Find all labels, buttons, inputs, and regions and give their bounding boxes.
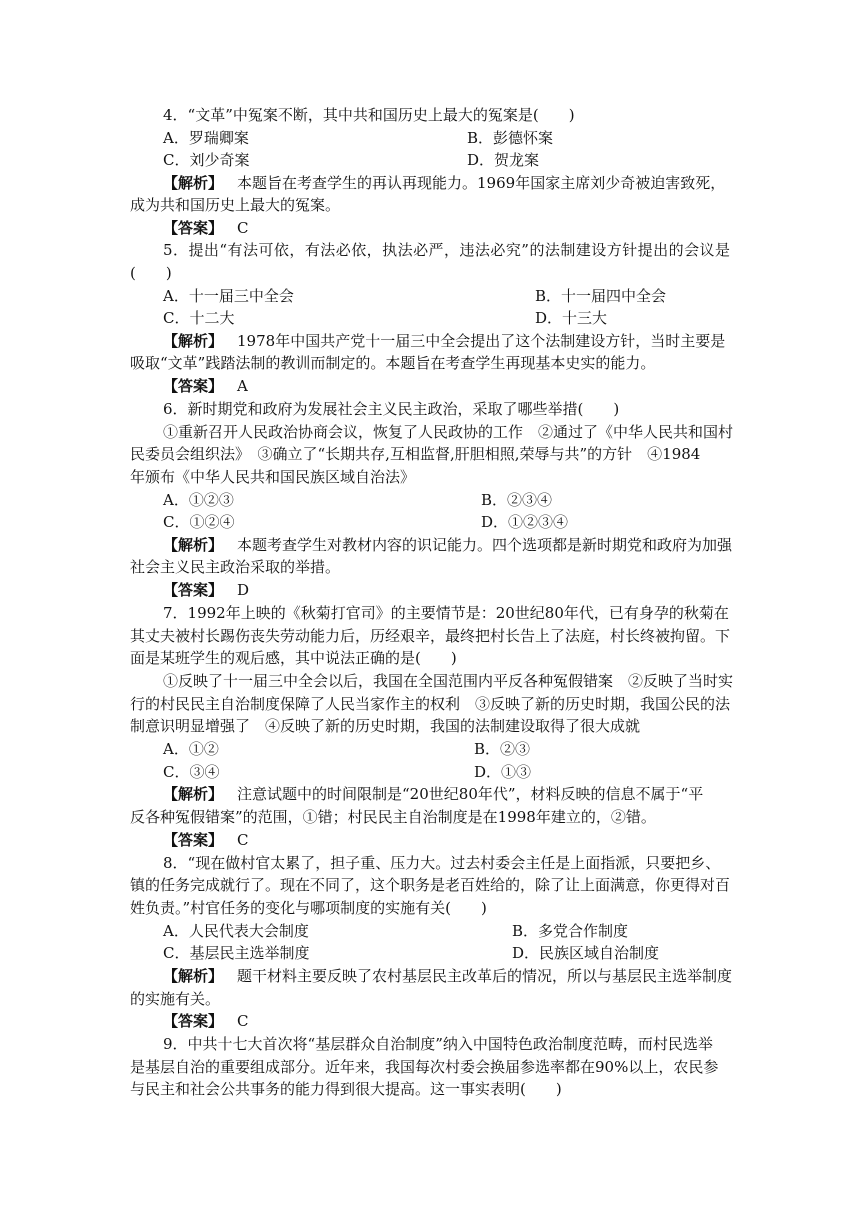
q5-stem: 5．提出“有法可依，有法必依，执法必严，违法必究”的法制建设方针提出的会议是: [163, 241, 730, 259]
q5-stem-cont: ( ): [130, 264, 172, 282]
answer-label: 【答案】: [163, 377, 224, 395]
q4-stem: 4．“文革”中冤案不断，其中共和国历史上最大的冤案是( ): [163, 106, 575, 124]
answer-value: D: [237, 581, 250, 599]
answer-value: C: [237, 831, 249, 849]
q8-option-a: A．人民代表大会制度: [163, 922, 309, 940]
analysis-text: 本题考查学生对教材内容的识记能力。四个选项都是新时期党和政府为加强: [237, 536, 733, 554]
q8-option-c: C．基层民主选举制度: [163, 944, 310, 962]
q4-option-c: C．刘少奇案: [163, 151, 250, 169]
analysis-label: 【解析】: [163, 967, 224, 985]
analysis-text: 注意试题中的时间限制是“20世纪80年代”，材料反映的信息不属于“平: [237, 785, 704, 803]
q6-option-c: C．①②④: [163, 513, 235, 531]
q8-analysis: [163, 965, 732, 987]
answer-value: C: [237, 1012, 249, 1030]
analysis-label: 【解析】: [163, 785, 224, 803]
q9-stem: 9．中共十七大首次将“基层群众自治制度”纳入中国特色政治制度范畴，而村民选举: [163, 1035, 713, 1053]
q6-option-d: D．①②③④: [481, 513, 569, 531]
q6-analysis-cont: 社会主义民主政治采取的举措。: [130, 558, 341, 576]
q7-option-d: D．①③: [474, 763, 532, 781]
answer-label: 【答案】: [163, 219, 224, 237]
q7-stem: 7．1992年上映的《秋菊打官司》的主要情节是：20世纪80年代，已有身孕的秋菊在: [163, 604, 729, 622]
q5-answer: [163, 375, 248, 397]
q7-items-cont-2: 制意识明显增强了 ④反映了新的历史时期，我国的法制建设取得了很大成就: [130, 717, 641, 735]
q4-analysis-cont: 成为共和国历史上最大的冤案。: [130, 196, 341, 214]
q7-stem-cont-2: 面是某班学生的观后感，其中说法正确的是( ): [130, 649, 457, 667]
answer-label: 【答案】: [163, 831, 224, 849]
q7-analysis-cont: 反各种冤假错案”的范围，①错；村民民主自治制度是在1998年建立的，②错。: [130, 808, 656, 826]
q4-option-d: D．贺龙案: [467, 151, 540, 169]
q9-stem-cont-2: 与民主和社会公共事务的能力得到很大提高。这一事实表明( ): [130, 1080, 562, 1098]
q7-analysis: [163, 783, 703, 805]
q7-option-c: C．③④: [163, 763, 220, 781]
q4-option-b: B．彭德怀案: [467, 129, 554, 147]
q8-option-d: D．民族区域自治制度: [512, 944, 660, 962]
q8-stem-cont-2: 姓负责。”村官任务的变化与哪项制度的实施有关( ): [130, 899, 487, 917]
q5-option-d: D．十三大: [535, 309, 608, 327]
q4-option-a: A．罗瑞卿案: [163, 129, 249, 147]
q5-analysis: [163, 330, 725, 352]
answer-label: 【答案】: [163, 1012, 224, 1030]
q5-option-b: B．十一届四中全会: [535, 287, 667, 305]
q8-stem: 8．“现在做村官太累了，担子重、压力大。过去村委会主任是上面指派，只要把乡、: [163, 854, 721, 872]
q6-stem: 6．新时期党和政府为发展社会主义民主政治，采取了哪些举措( ): [163, 400, 620, 418]
analysis-text: 本题旨在考查学生的再认再现能力。1969年国家主席刘少奇被迫害致死，: [237, 174, 726, 192]
q6-analysis: [163, 534, 732, 556]
q4-answer: [163, 217, 249, 239]
q4-analysis: [163, 172, 725, 194]
q5-option-c: C．十二大: [163, 309, 235, 327]
answer-label: 【答案】: [163, 581, 224, 599]
q8-analysis-cont: 的实施有关。: [130, 990, 221, 1008]
q6-option-b: B．②③④: [481, 491, 553, 509]
q6-answer: [163, 579, 249, 601]
q5-option-a: A．十一届三中全会: [163, 287, 294, 305]
q8-stem-cont: 镇的任务完成就行了。现在不同了，这个职务是老百姓给的，除了让上面满意，你更得对百: [130, 876, 731, 894]
analysis-text: 题干材料主要反映了农村基层民主改革后的情况，所以与基层民主选举制度: [237, 967, 733, 985]
q6-items-cont-2: 年颁布《中华人民共和国民族区域自治法》: [130, 468, 416, 486]
q7-answer: [163, 829, 249, 851]
analysis-text: 1978年中国共产党十一届三中全会提出了这个法制建设方针，当时主要是: [237, 332, 726, 350]
q6-option-a: A．①②③: [163, 491, 234, 509]
answer-value: A: [237, 377, 248, 395]
q5-analysis-cont: 吸取“文革”践踏法制的教训而制定的。本题旨在考查学生再现基本史实的能力。: [130, 354, 656, 372]
q8-answer: [163, 1010, 249, 1032]
q7-items-cont: 行的村民民主自治制度保障了人民当家作主的权利 ③反映了新的历史时期，我国公民的法: [130, 695, 731, 713]
q9-stem-cont: 是基层自治的重要组成部分。近年来，我国每次村委会换届参选率都在90%以上，农民参: [130, 1058, 719, 1076]
q6-items-cont: 民委员会组织法》 ③确立了“长期共存,互相监督,肝胆相照,荣辱与共”的方针 ④1984: [130, 445, 701, 463]
q7-items: ①反映了十一届三中全会以后，我国在全国范围内平反各种冤假错案 ②反映了当时实: [163, 672, 734, 690]
answer-value: C: [237, 219, 249, 237]
analysis-label: 【解析】: [163, 332, 224, 350]
analysis-label: 【解析】: [163, 174, 224, 192]
q6-items: ①重新召开人民政治协商会议，恢复了人民政协的工作 ②通过了《中华人民共和国村: [163, 423, 734, 441]
q7-option-a: A．①②: [163, 740, 219, 758]
q7-option-b: B．②③: [474, 740, 531, 758]
analysis-label: 【解析】: [163, 536, 224, 554]
q8-option-b: B．多党合作制度: [512, 922, 629, 940]
q7-stem-cont: 其丈夫被村长踢伤丧失劳动能力后，历经艰辛，最终把村长告上了法庭，村长终被拘留。下: [130, 627, 731, 645]
